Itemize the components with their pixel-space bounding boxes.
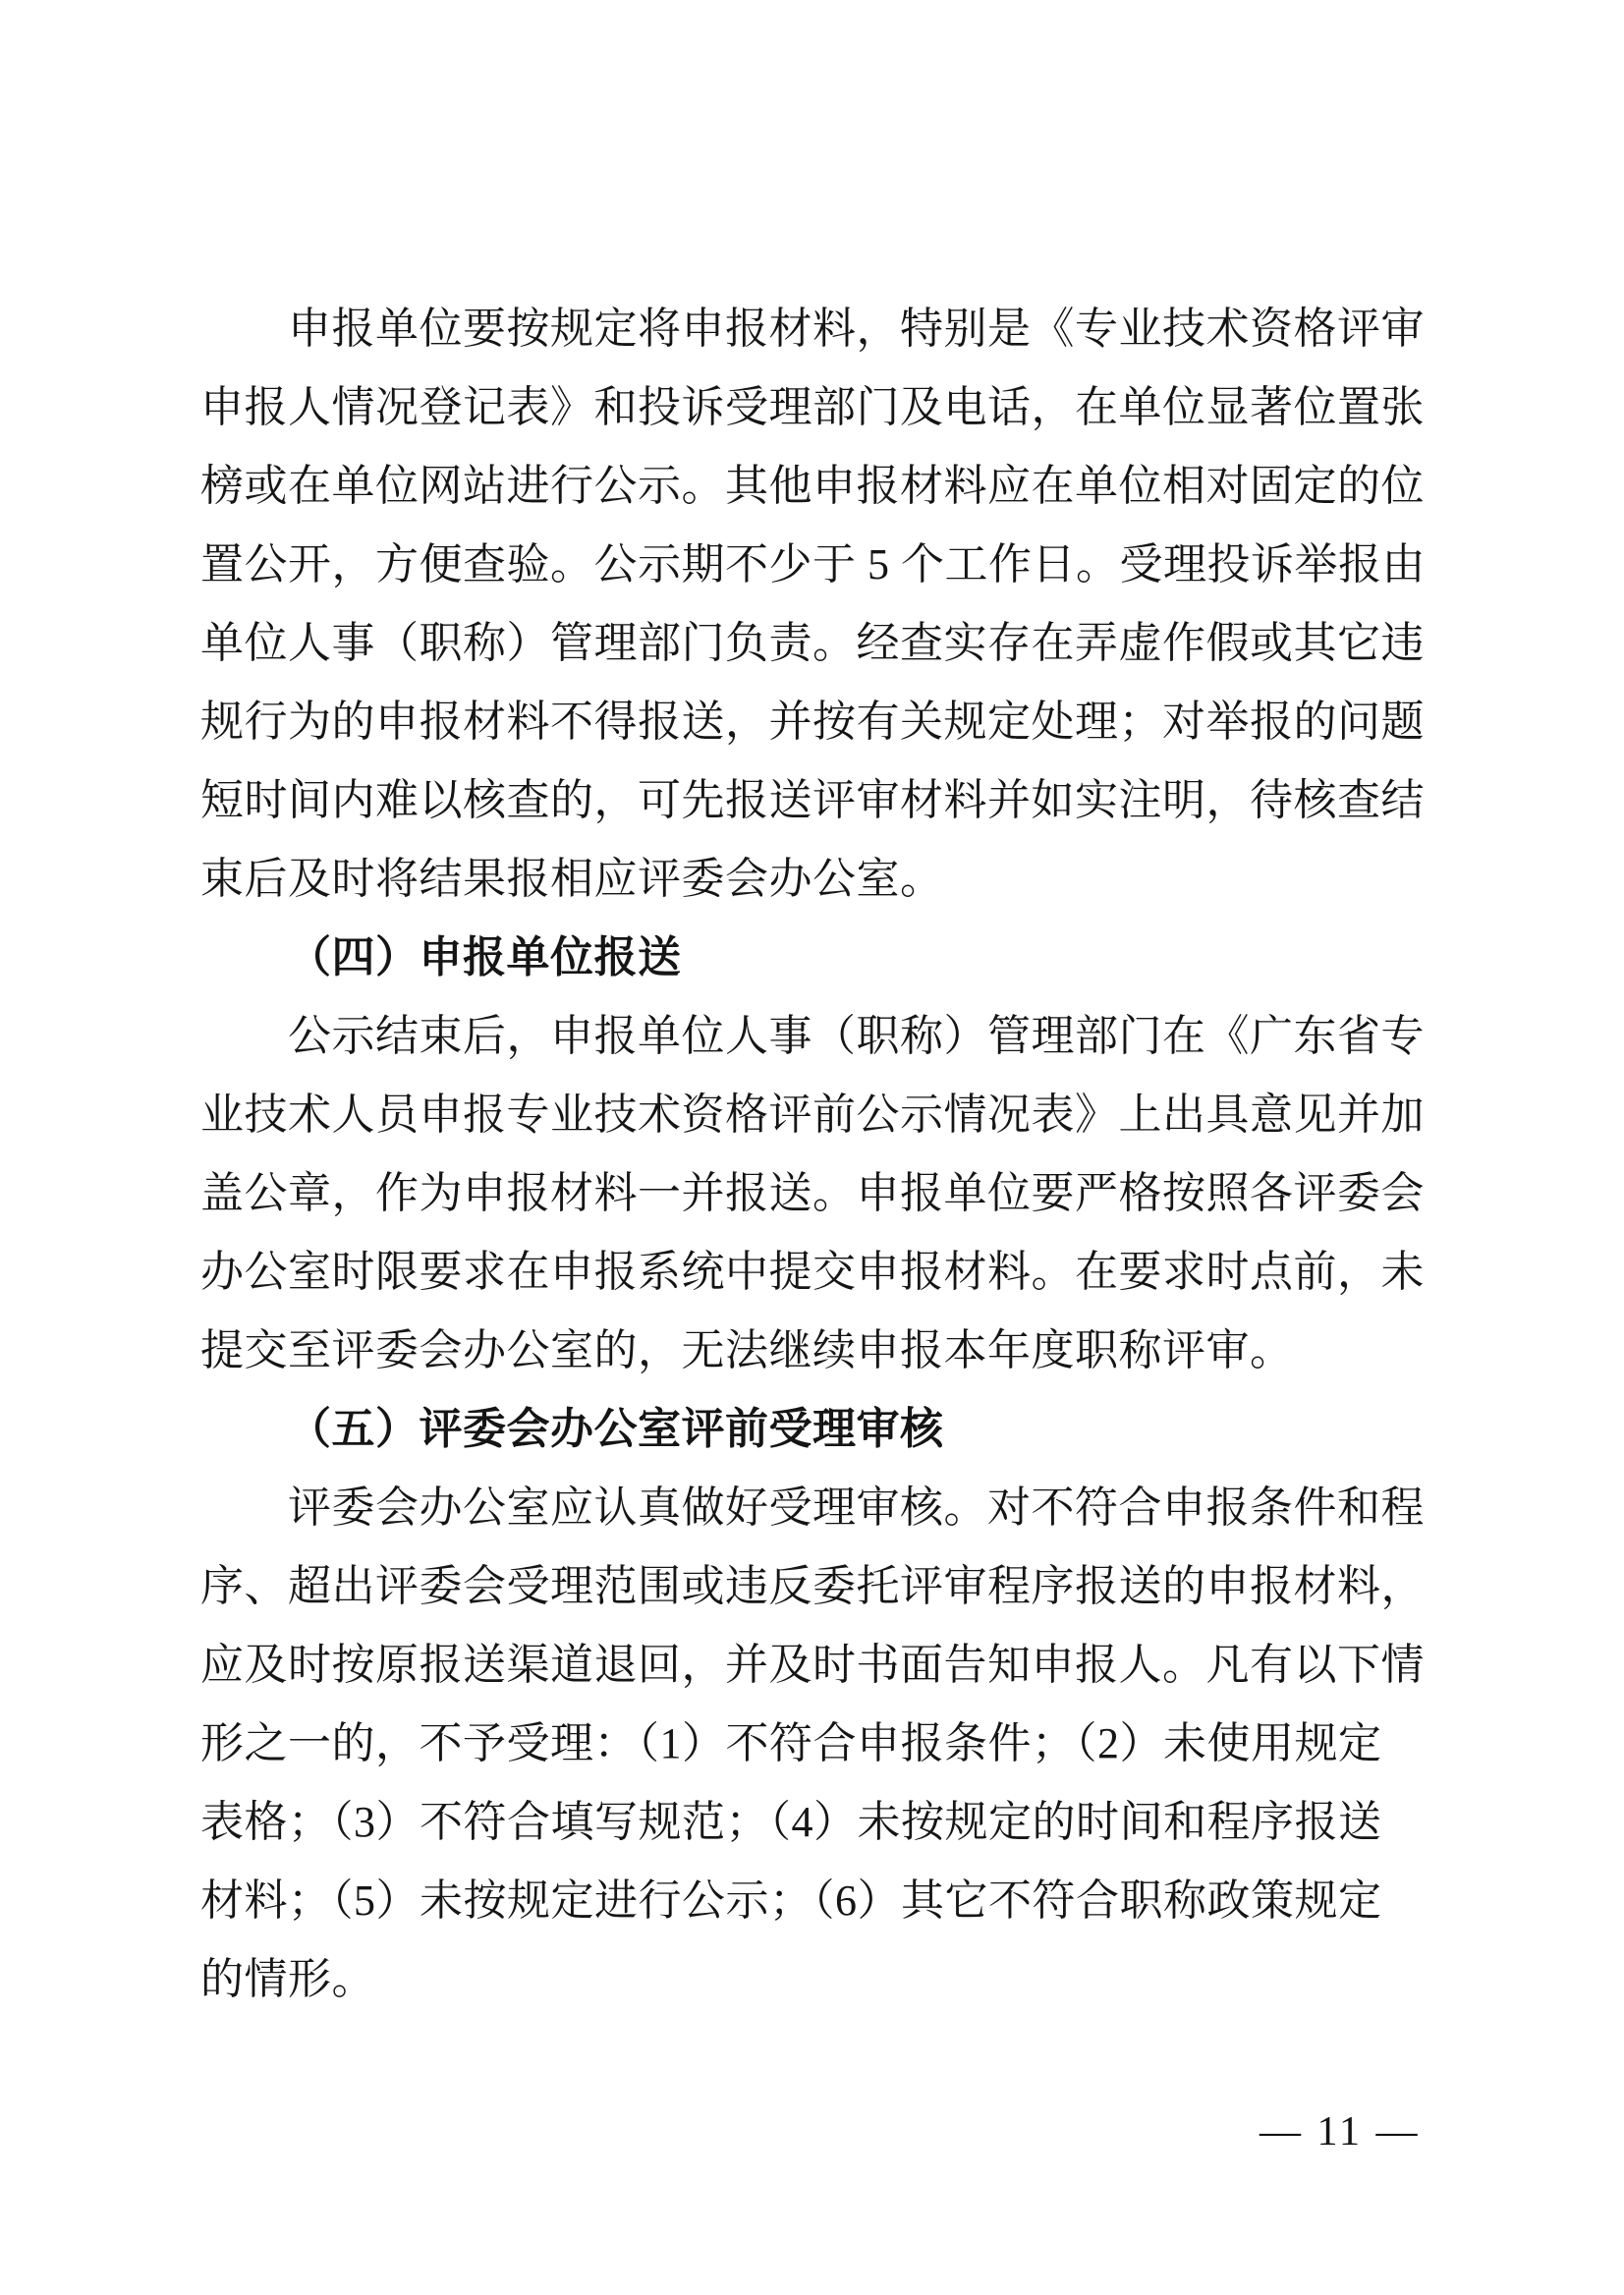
paragraph-line: 盖公章，作为申报材料一并报送。申报单位要严格按照各评委会: [200, 1169, 1425, 1217]
paragraph-line: 业技术人员申报专业技术资格评前公示情况表》上出具意见并加: [200, 1091, 1425, 1139]
paragraph-line: 表格；（3）不符合填写规范；（4）未按规定的时间和程序报送: [200, 1798, 1382, 1846]
paragraph-line: 榜或在单位网站进行公示。其他申报材料应在单位相对固定的位: [200, 462, 1425, 510]
paragraph-line: 规行为的申报材料不得报送，并按有关规定处理；对举报的问题: [200, 698, 1425, 746]
paragraph-line: 短时间内难以核查的，可先报送评审材料并如实注明，待核查结: [200, 776, 1425, 824]
paragraph-line: 置公开，方便查验。公示期不少于 5 个工作日。受理投诉举报由: [200, 540, 1426, 588]
paragraph-line: 材料；（5）未按规定进行公示；（6）其它不符合职称政策规定: [200, 1876, 1382, 1925]
paragraph-line: 提交至评委会办公室的，无法继续申报本年度职称评审。: [200, 1326, 1294, 1374]
paragraph-line: 形之一的，不予受理：（1）不符合申报条件；（2）未使用规定: [200, 1719, 1382, 1767]
section-heading-4: （四）申报单位报送: [288, 933, 682, 981]
page-number: — 11 —: [1260, 2109, 1421, 2155]
paragraph-line: 办公室时限要求在申报系统中提交申报材料。在要求时点前，未: [200, 1248, 1425, 1296]
paragraph-line: 的情形。: [200, 1955, 375, 2003]
paragraph-line: 单位人事（职称）管理部门负责。经查实存在弄虚作假或其它违: [200, 619, 1425, 667]
paragraph-line: 序、超出评委会受理范围或违反委托评审程序报送的申报材料，: [200, 1562, 1425, 1610]
paragraph-line: 申报人情况登记表》和投诉受理部门及电话，在单位显著位置张: [200, 383, 1425, 431]
paragraph-line: 公示结束后，申报单位人事（职称）管理部门在《广东省专: [288, 1012, 1425, 1060]
section-heading-5: （五）评委会办公室评前受理审核: [288, 1405, 944, 1453]
paragraph-line: 申报单位要按规定将申报材料，特别是《专业技术资格评审: [288, 305, 1425, 353]
paragraph-line: 评委会办公室应认真做好受理审核。对不符合申报条件和程: [288, 1483, 1425, 1532]
paragraph-line: 应及时按原报送渠道退回，并及时书面告知申报人。凡有以下情: [200, 1641, 1425, 1689]
paragraph-line: 束后及时将结果报相应评委会办公室。: [200, 855, 944, 903]
document-body: [200, 290, 1427, 2019]
